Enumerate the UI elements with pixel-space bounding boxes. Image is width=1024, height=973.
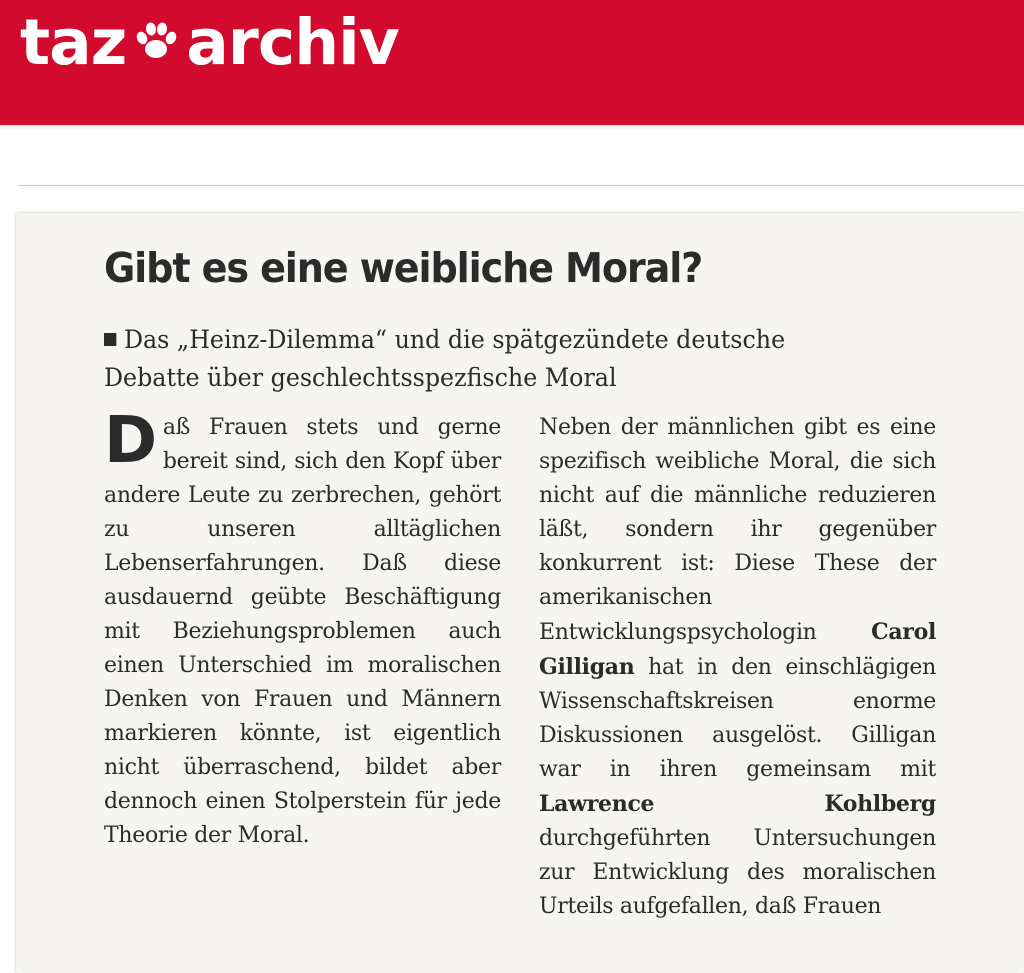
header-shadow	[0, 125, 1024, 131]
article-card	[16, 213, 1024, 973]
divider-line	[18, 185, 1024, 186]
subtitle-text: Das „Heinz-Dilemma“ und die spätgezündete deutsche Debatte über geschlechtsspezfische Moral	[104, 325, 786, 392]
square-bullet-icon	[104, 333, 116, 346]
person-name-carol-gilligan: Carol Gilligan	[539, 619, 936, 680]
column-2-text-a: Neben der männlichen gibt es eine spezifisch weibliche Moral, die sich nicht auf die männliche reduzieren läßt, sondern ihr gegenüber konkurrent ist: Diese These der amerikanischen Entwicklungspsychologin	[539, 415, 936, 645]
dropcap: D	[104, 404, 157, 478]
column-2-text-c: durchgeführten Untersuchungen zur Entwicklung des moralischen Urteils aufgefallen, daß Frauen	[539, 826, 936, 919]
article-subtitle	[104, 321, 883, 397]
article-column-2	[539, 411, 936, 924]
column-2-text-b: hat in den einschlägigen Wissenschaftskreisen enorme Diskussionen ausgelöst. Gilligan war in ihren gemeinsam mit	[539, 655, 936, 782]
article-title: Gibt es eine weibliche Moral?	[104, 244, 703, 292]
article-column-1	[104, 404, 501, 853]
taz-archiv-logo[interactable]	[20, 2, 399, 82]
logo-word-taz: taz	[20, 5, 127, 79]
paw-icon	[132, 18, 180, 66]
person-name-lawrence-kohlberg: Lawrence Kohlberg	[539, 791, 936, 817]
column-1-text: aß Frauen stets und gerne bereit sind, sich den Kopf über andere Leute zu zerbrechen, gehört zu unseren alltäglichen Lebenserfahrungen. Daß diese ausdauernd geübte Beschäftigung mit Beziehungsproblemen auch einen Unterschied im moralischen Denken von Frauen und Männern markieren könnte, ist eigentlich nicht überraschend, bildet aber dennoch einen Stolperstein für jede Theorie der Moral.	[104, 415, 501, 848]
site-header	[0, 0, 1024, 125]
logo-word-archiv: archiv	[186, 5, 399, 79]
